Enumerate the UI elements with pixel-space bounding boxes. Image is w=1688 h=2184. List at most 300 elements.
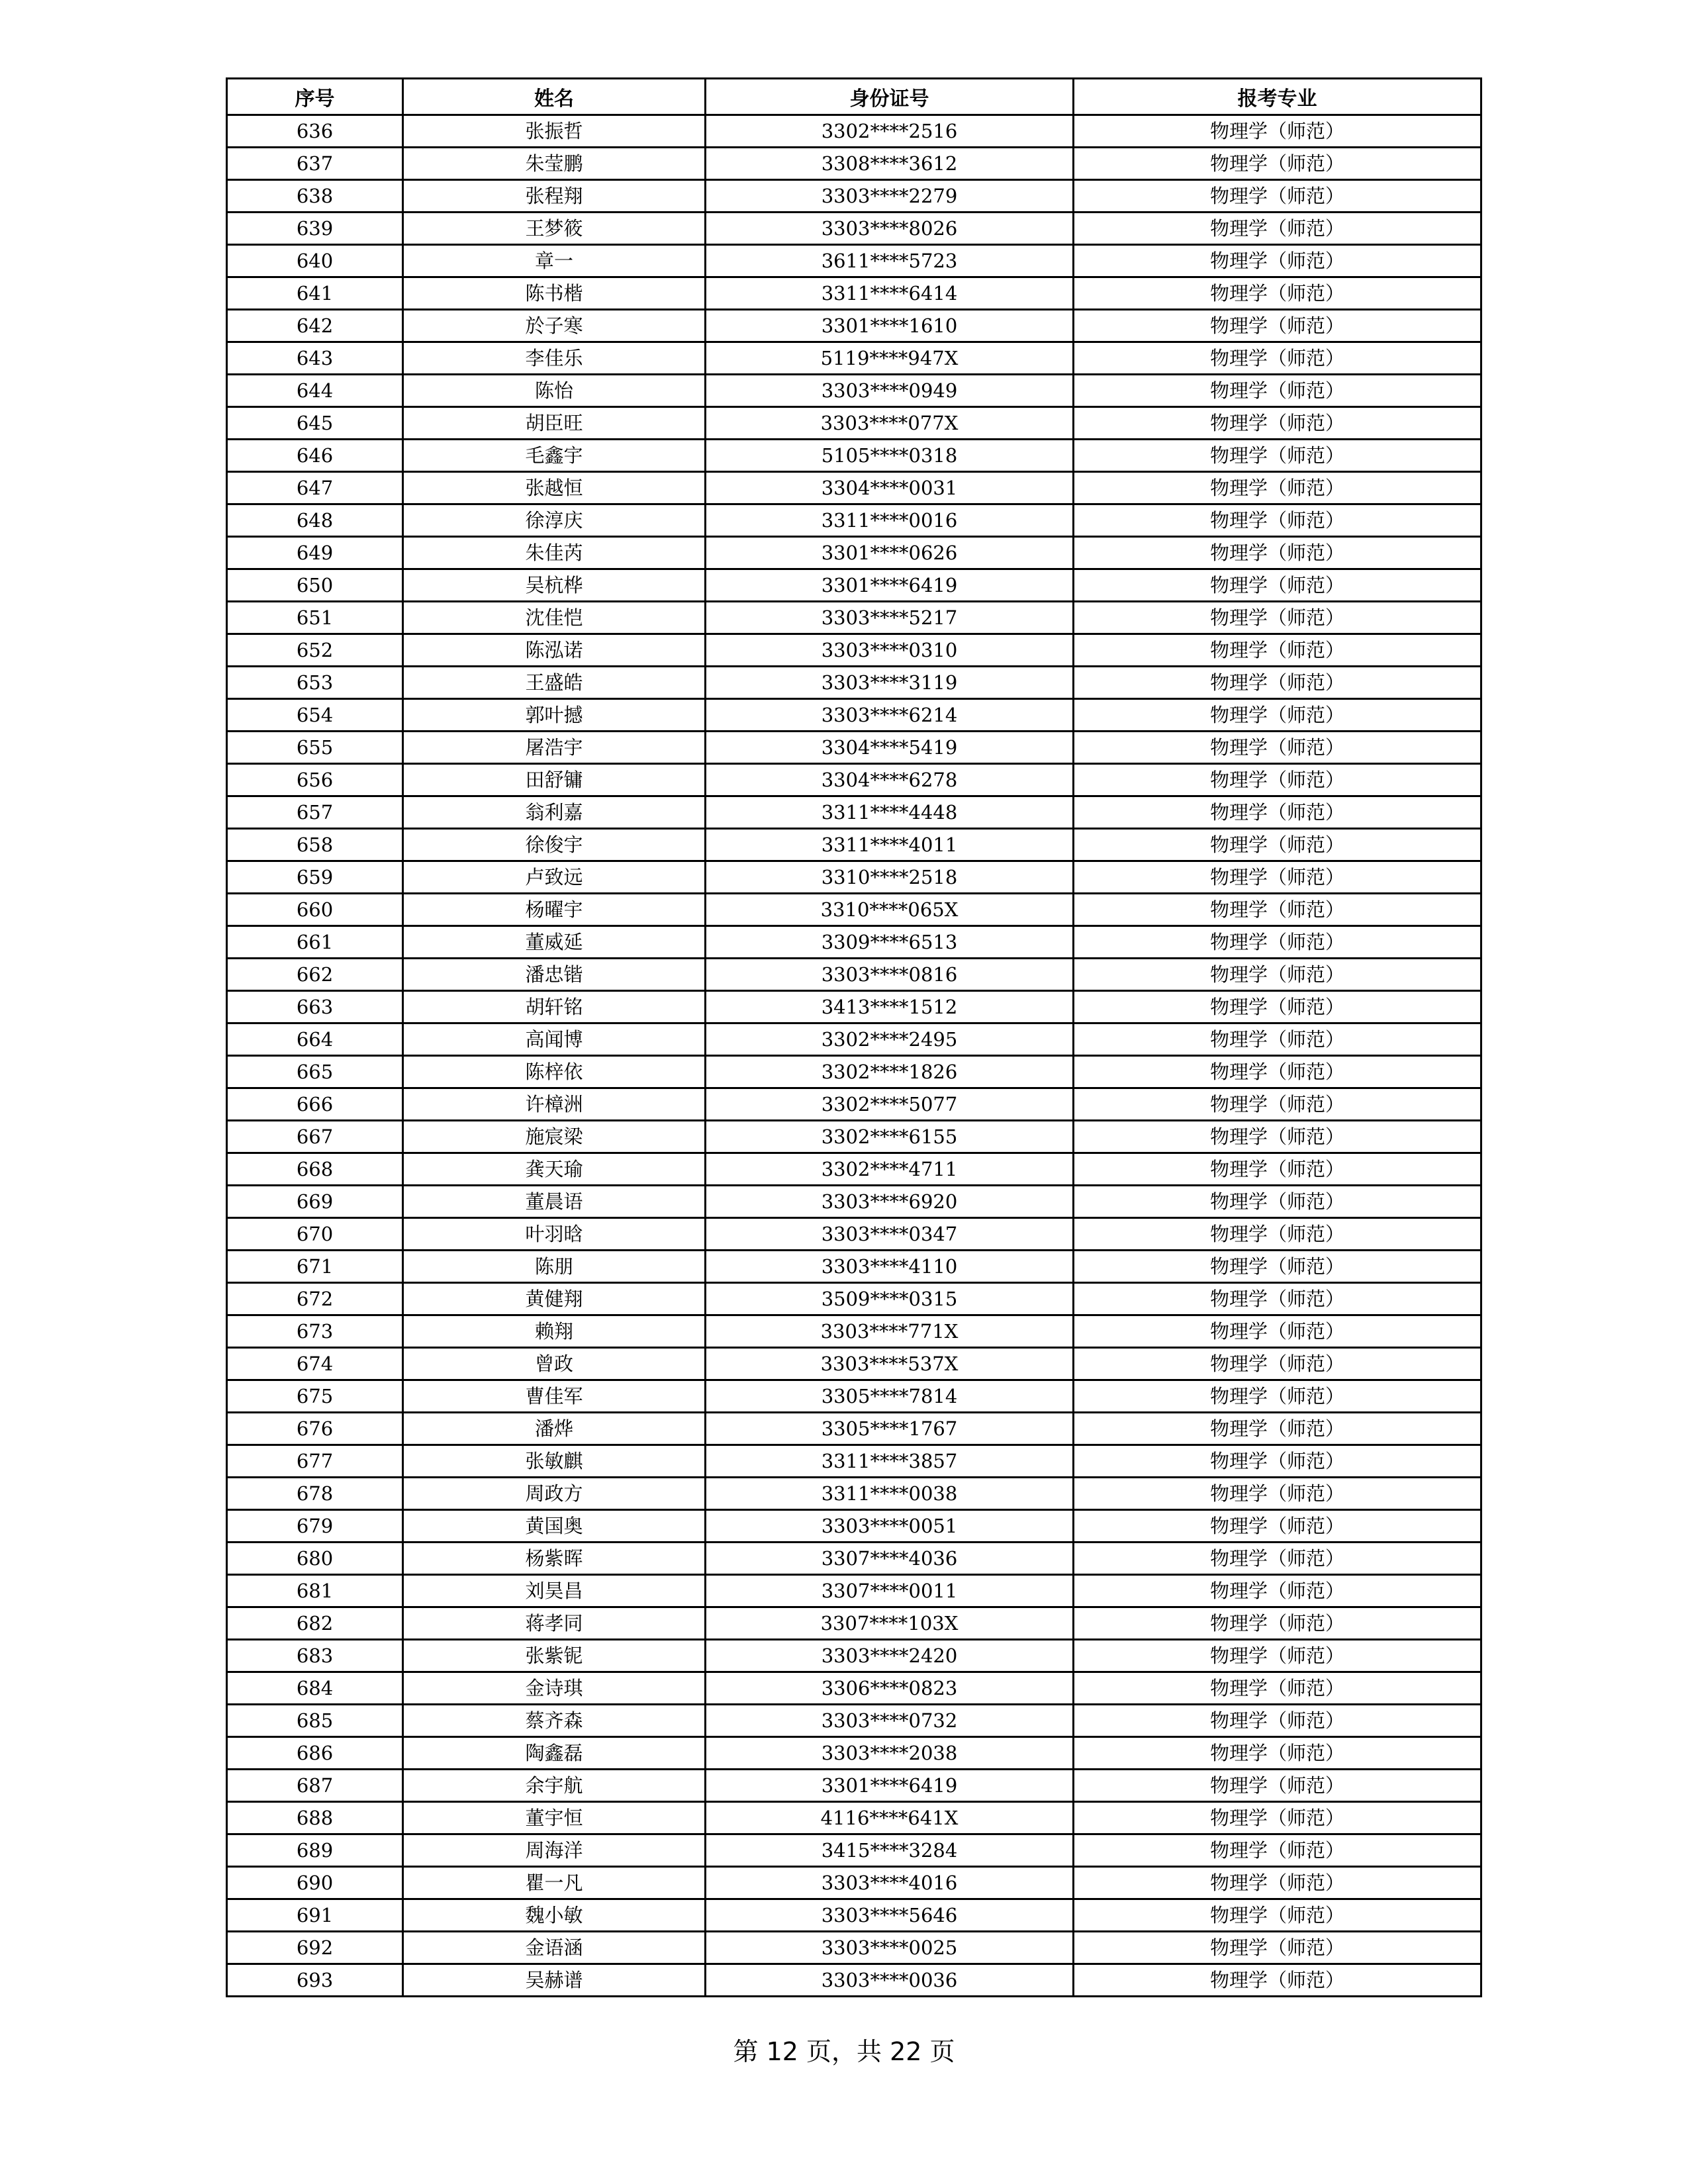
- cell-seq: 680: [227, 1543, 403, 1575]
- cell-id-number: 3303****0949: [706, 375, 1074, 407]
- cell-major: 物理学（师范）: [1074, 1705, 1481, 1737]
- cell-name: 胡臣旺: [403, 407, 706, 440]
- cell-id-number: 3303****2420: [706, 1640, 1074, 1672]
- cell-id-number: 3303****0732: [706, 1705, 1074, 1737]
- cell-seq: 654: [227, 699, 403, 732]
- header-row: [227, 79, 1481, 115]
- cell-name: 张程翔: [403, 180, 706, 213]
- cell-major: 物理学（师范）: [1074, 472, 1481, 504]
- table-row: [227, 342, 1481, 375]
- table-row: [227, 1478, 1481, 1510]
- cell-major: 物理学（师范）: [1074, 537, 1481, 569]
- cell-name: 卢致远: [403, 861, 706, 894]
- table-row: [227, 1834, 1481, 1867]
- cell-id-number: 3304****0031: [706, 472, 1074, 504]
- table-row: [227, 1088, 1481, 1121]
- table-row: [227, 1770, 1481, 1802]
- cell-major: 物理学（师范）: [1074, 375, 1481, 407]
- roster-table: [226, 77, 1482, 1997]
- cell-seq: 647: [227, 472, 403, 504]
- table-row: [227, 796, 1481, 829]
- cell-major: 物理学（师范）: [1074, 667, 1481, 699]
- page-number: 第 12 页，共 22 页: [733, 2037, 955, 2066]
- table-row: [227, 440, 1481, 472]
- cell-major: 物理学（师范）: [1074, 699, 1481, 732]
- cell-id-number: 3302****1826: [706, 1056, 1074, 1088]
- cell-id-number: 3301****0626: [706, 537, 1074, 569]
- table-row: [227, 537, 1481, 569]
- cell-name: 蒋孝同: [403, 1607, 706, 1640]
- header-major: 报考专业: [1074, 79, 1481, 115]
- table-row: [227, 1445, 1481, 1478]
- table-row: [227, 959, 1481, 991]
- cell-name: 张紫铌: [403, 1640, 706, 1672]
- cell-major: 物理学（师范）: [1074, 861, 1481, 894]
- cell-major: 物理学（师范）: [1074, 796, 1481, 829]
- cell-seq: 692: [227, 1932, 403, 1964]
- table-row: [227, 213, 1481, 245]
- table-body: [227, 115, 1481, 1997]
- cell-major: 物理学（师范）: [1074, 634, 1481, 667]
- table-row: [227, 894, 1481, 926]
- cell-major: 物理学（师范）: [1074, 440, 1481, 472]
- cell-major: 物理学（师范）: [1074, 1121, 1481, 1153]
- table-row: [227, 1315, 1481, 1348]
- cell-id-number: 3305****1767: [706, 1413, 1074, 1445]
- cell-name: 田舒镛: [403, 764, 706, 796]
- cell-major: 物理学（师范）: [1074, 1056, 1481, 1088]
- cell-major: 物理学（师范）: [1074, 342, 1481, 375]
- cell-seq: 648: [227, 504, 403, 537]
- cell-id-number: 3302****2495: [706, 1023, 1074, 1056]
- cell-id-number: 3611****5723: [706, 245, 1074, 277]
- table-row: [227, 1543, 1481, 1575]
- cell-seq: 645: [227, 407, 403, 440]
- cell-id-number: 3311****0016: [706, 504, 1074, 537]
- cell-id-number: 3301****1610: [706, 310, 1074, 342]
- cell-major: 物理学（师范）: [1074, 1575, 1481, 1607]
- table-row: [227, 1283, 1481, 1315]
- cell-major: 物理学（师范）: [1074, 1023, 1481, 1056]
- cell-major: 物理学（师范）: [1074, 1964, 1481, 1997]
- cell-name: 王梦筱: [403, 213, 706, 245]
- cell-major: 物理学（师范）: [1074, 1510, 1481, 1543]
- table-row: [227, 602, 1481, 634]
- cell-seq: 660: [227, 894, 403, 926]
- cell-id-number: 3306****0823: [706, 1672, 1074, 1705]
- cell-name: 黄健翔: [403, 1283, 706, 1315]
- table-row: [227, 861, 1481, 894]
- cell-major: 物理学（师范）: [1074, 991, 1481, 1023]
- cell-major: 物理学（师范）: [1074, 1186, 1481, 1218]
- cell-major: 物理学（师范）: [1074, 1932, 1481, 1964]
- table-row: [227, 1575, 1481, 1607]
- cell-seq: 693: [227, 1964, 403, 1997]
- cell-major: 物理学（师范）: [1074, 180, 1481, 213]
- table-row: [227, 1867, 1481, 1899]
- cell-id-number: 3305****7814: [706, 1380, 1074, 1413]
- cell-name: 翁利嘉: [403, 796, 706, 829]
- cell-major: 物理学（师范）: [1074, 1737, 1481, 1770]
- table-row: [227, 926, 1481, 959]
- cell-major: 物理学（师范）: [1074, 1380, 1481, 1413]
- cell-major: 物理学（师范）: [1074, 115, 1481, 148]
- table-row: [227, 245, 1481, 277]
- table-row: [227, 991, 1481, 1023]
- cell-name: 李佳乐: [403, 342, 706, 375]
- cell-seq: 651: [227, 602, 403, 634]
- cell-seq: 671: [227, 1251, 403, 1283]
- cell-id-number: 3303****2038: [706, 1737, 1074, 1770]
- cell-major: 物理学（师范）: [1074, 407, 1481, 440]
- cell-id-number: 3302****6155: [706, 1121, 1074, 1153]
- table-row: [227, 732, 1481, 764]
- cell-major: 物理学（师范）: [1074, 829, 1481, 861]
- cell-id-number: 3304****5419: [706, 732, 1074, 764]
- cell-id-number: 3308****3612: [706, 148, 1074, 180]
- cell-name: 陈朋: [403, 1251, 706, 1283]
- cell-major: 物理学（师范）: [1074, 1153, 1481, 1186]
- table-row: [227, 1348, 1481, 1380]
- cell-id-number: 3301****6419: [706, 1770, 1074, 1802]
- cell-seq: 682: [227, 1607, 403, 1640]
- cell-name: 杨紫晖: [403, 1543, 706, 1575]
- cell-name: 徐俊宇: [403, 829, 706, 861]
- cell-id-number: 3302****2516: [706, 115, 1074, 148]
- cell-id-number: 3304****6278: [706, 764, 1074, 796]
- cell-name: 曹佳军: [403, 1380, 706, 1413]
- cell-name: 郭叶撼: [403, 699, 706, 732]
- cell-name: 章一: [403, 245, 706, 277]
- cell-major: 物理学（师范）: [1074, 1283, 1481, 1315]
- cell-major: 物理学（师范）: [1074, 277, 1481, 310]
- cell-major: 物理学（师范）: [1074, 1770, 1481, 1802]
- cell-name: 余宇航: [403, 1770, 706, 1802]
- cell-seq: 665: [227, 1056, 403, 1088]
- cell-major: 物理学（师范）: [1074, 310, 1481, 342]
- table-row: [227, 180, 1481, 213]
- cell-name: 於子寒: [403, 310, 706, 342]
- cell-id-number: 3303****5646: [706, 1899, 1074, 1932]
- cell-seq: 642: [227, 310, 403, 342]
- table-row: [227, 1964, 1481, 1997]
- cell-id-number: 3307****103X: [706, 1607, 1074, 1640]
- cell-id-number: 3311****4011: [706, 829, 1074, 861]
- cell-name: 曾政: [403, 1348, 706, 1380]
- cell-seq: 658: [227, 829, 403, 861]
- cell-seq: 674: [227, 1348, 403, 1380]
- cell-seq: 646: [227, 440, 403, 472]
- header-name: 姓名: [403, 79, 706, 115]
- cell-major: 物理学（师范）: [1074, 1218, 1481, 1251]
- table-row: [227, 115, 1481, 148]
- cell-major: 物理学（师范）: [1074, 959, 1481, 991]
- cell-seq: 666: [227, 1088, 403, 1121]
- cell-name: 胡轩铭: [403, 991, 706, 1023]
- cell-name: 瞿一凡: [403, 1867, 706, 1899]
- cell-id-number: 3303****0310: [706, 634, 1074, 667]
- table-row: [227, 1380, 1481, 1413]
- table-row: [227, 1607, 1481, 1640]
- cell-major: 物理学（师范）: [1074, 1251, 1481, 1283]
- cell-id-number: 4116****641X: [706, 1802, 1074, 1834]
- cell-major: 物理学（师范）: [1074, 1315, 1481, 1348]
- cell-name: 龚天瑜: [403, 1153, 706, 1186]
- cell-major: 物理学（师范）: [1074, 926, 1481, 959]
- cell-seq: 653: [227, 667, 403, 699]
- cell-id-number: 3311****4448: [706, 796, 1074, 829]
- table-row: [227, 1413, 1481, 1445]
- table-row: [227, 667, 1481, 699]
- cell-seq: 689: [227, 1834, 403, 1867]
- cell-name: 陈书楷: [403, 277, 706, 310]
- cell-name: 周海洋: [403, 1834, 706, 1867]
- table-row: [227, 1251, 1481, 1283]
- cell-seq: 652: [227, 634, 403, 667]
- cell-seq: 678: [227, 1478, 403, 1510]
- cell-name: 潘烨: [403, 1413, 706, 1445]
- cell-id-number: 3310****065X: [706, 894, 1074, 926]
- cell-name: 魏小敏: [403, 1899, 706, 1932]
- cell-id-number: 3307****0011: [706, 1575, 1074, 1607]
- cell-name: 黄国奥: [403, 1510, 706, 1543]
- cell-id-number: 3303****0816: [706, 959, 1074, 991]
- cell-seq: 690: [227, 1867, 403, 1899]
- cell-major: 物理学（师范）: [1074, 569, 1481, 602]
- cell-id-number: 3311****3857: [706, 1445, 1074, 1478]
- cell-id-number: 3303****0036: [706, 1964, 1074, 1997]
- cell-seq: 649: [227, 537, 403, 569]
- cell-seq: 639: [227, 213, 403, 245]
- cell-seq: 655: [227, 732, 403, 764]
- cell-name: 王盛皓: [403, 667, 706, 699]
- table-row: [227, 310, 1481, 342]
- cell-id-number: 5119****947X: [706, 342, 1074, 375]
- cell-name: 金诗琪: [403, 1672, 706, 1705]
- cell-id-number: 3415****3284: [706, 1834, 1074, 1867]
- cell-id-number: 3311****0038: [706, 1478, 1074, 1510]
- cell-seq: 668: [227, 1153, 403, 1186]
- cell-name: 毛鑫宇: [403, 440, 706, 472]
- cell-major: 物理学（师范）: [1074, 1834, 1481, 1867]
- cell-id-number: 3303****0051: [706, 1510, 1074, 1543]
- cell-id-number: 3303****4110: [706, 1251, 1074, 1283]
- table-row: [227, 1640, 1481, 1672]
- cell-name: 刘昊昌: [403, 1575, 706, 1607]
- table-row: [227, 764, 1481, 796]
- cell-major: 物理学（师范）: [1074, 213, 1481, 245]
- cell-seq: 640: [227, 245, 403, 277]
- cell-seq: 673: [227, 1315, 403, 1348]
- cell-id-number: 3303****5217: [706, 602, 1074, 634]
- cell-id-number: 3310****2518: [706, 861, 1074, 894]
- cell-major: 物理学（师范）: [1074, 1899, 1481, 1932]
- cell-major: 物理学（师范）: [1074, 1445, 1481, 1478]
- cell-id-number: 3303****4016: [706, 1867, 1074, 1899]
- table-header: [227, 79, 1481, 115]
- cell-seq: 664: [227, 1023, 403, 1056]
- header-seq: 序号: [227, 79, 403, 115]
- cell-seq: 636: [227, 115, 403, 148]
- cell-id-number: 3303****0025: [706, 1932, 1074, 1964]
- cell-name: 徐淳庆: [403, 504, 706, 537]
- cell-seq: 661: [227, 926, 403, 959]
- cell-seq: 643: [227, 342, 403, 375]
- cell-id-number: 3302****5077: [706, 1088, 1074, 1121]
- table-row: [227, 148, 1481, 180]
- cell-seq: 685: [227, 1705, 403, 1737]
- table-row: [227, 1899, 1481, 1932]
- cell-name: 施宸梁: [403, 1121, 706, 1153]
- cell-major: 物理学（师范）: [1074, 148, 1481, 180]
- table-row: [227, 1737, 1481, 1770]
- table-row: [227, 407, 1481, 440]
- table-row: [227, 1672, 1481, 1705]
- cell-major: 物理学（师范）: [1074, 1088, 1481, 1121]
- cell-seq: 669: [227, 1186, 403, 1218]
- cell-seq: 663: [227, 991, 403, 1023]
- cell-id-number: 3413****1512: [706, 991, 1074, 1023]
- cell-seq: 686: [227, 1737, 403, 1770]
- cell-seq: 688: [227, 1802, 403, 1834]
- cell-seq: 638: [227, 180, 403, 213]
- cell-major: 物理学（师范）: [1074, 602, 1481, 634]
- cell-seq: 657: [227, 796, 403, 829]
- cell-name: 许樟洲: [403, 1088, 706, 1121]
- table-row: [227, 277, 1481, 310]
- cell-seq: 687: [227, 1770, 403, 1802]
- cell-major: 物理学（师范）: [1074, 245, 1481, 277]
- cell-name: 朱莹鹏: [403, 148, 706, 180]
- cell-name: 董威延: [403, 926, 706, 959]
- cell-name: 屠浩宇: [403, 732, 706, 764]
- cell-name: 叶羽晗: [403, 1218, 706, 1251]
- cell-name: 周政方: [403, 1478, 706, 1510]
- cell-seq: 684: [227, 1672, 403, 1705]
- cell-name: 董宇恒: [403, 1802, 706, 1834]
- table-row: [227, 829, 1481, 861]
- cell-major: 物理学（师范）: [1074, 1640, 1481, 1672]
- table-row: [227, 1023, 1481, 1056]
- cell-seq: 644: [227, 375, 403, 407]
- cell-major: 物理学（师范）: [1074, 1478, 1481, 1510]
- cell-id-number: 3303****3119: [706, 667, 1074, 699]
- cell-name: 陈怡: [403, 375, 706, 407]
- cell-major: 物理学（师范）: [1074, 504, 1481, 537]
- cell-seq: 637: [227, 148, 403, 180]
- cell-name: 董晨语: [403, 1186, 706, 1218]
- cell-name: 张越恒: [403, 472, 706, 504]
- cell-id-number: 3303****8026: [706, 213, 1074, 245]
- cell-id-number: 3303****2279: [706, 180, 1074, 213]
- cell-major: 物理学（师范）: [1074, 732, 1481, 764]
- table-row: [227, 1510, 1481, 1543]
- header-id-number: 身份证号: [706, 79, 1074, 115]
- cell-name: 潘忠锴: [403, 959, 706, 991]
- cell-name: 金语涵: [403, 1932, 706, 1964]
- roster-table-container: [226, 77, 1480, 1997]
- cell-seq: 675: [227, 1380, 403, 1413]
- cell-name: 沈佳恺: [403, 602, 706, 634]
- cell-id-number: 3509****0315: [706, 1283, 1074, 1315]
- cell-seq: 681: [227, 1575, 403, 1607]
- table-row: [227, 1121, 1481, 1153]
- cell-id-number: 3303****0347: [706, 1218, 1074, 1251]
- cell-seq: 641: [227, 277, 403, 310]
- cell-id-number: 3303****6214: [706, 699, 1074, 732]
- table-row: [227, 569, 1481, 602]
- table-row: [227, 1153, 1481, 1186]
- table-row: [227, 1802, 1481, 1834]
- cell-seq: 656: [227, 764, 403, 796]
- cell-major: 物理学（师范）: [1074, 1802, 1481, 1834]
- cell-name: 吴杭桦: [403, 569, 706, 602]
- cell-seq: 677: [227, 1445, 403, 1478]
- cell-major: 物理学（师范）: [1074, 1348, 1481, 1380]
- table-row: [227, 375, 1481, 407]
- cell-major: 物理学（师范）: [1074, 1607, 1481, 1640]
- cell-major: 物理学（师范）: [1074, 1672, 1481, 1705]
- cell-seq: 662: [227, 959, 403, 991]
- cell-name: 朱佳芮: [403, 537, 706, 569]
- cell-seq: 659: [227, 861, 403, 894]
- cell-name: 杨曜宇: [403, 894, 706, 926]
- cell-seq: 667: [227, 1121, 403, 1153]
- cell-seq: 691: [227, 1899, 403, 1932]
- table-row: [227, 634, 1481, 667]
- table-row: [227, 472, 1481, 504]
- cell-name: 陈梓依: [403, 1056, 706, 1088]
- table-row: [227, 504, 1481, 537]
- table-row: [227, 1218, 1481, 1251]
- cell-name: 陈泓诺: [403, 634, 706, 667]
- cell-id-number: 3303****771X: [706, 1315, 1074, 1348]
- cell-id-number: 3309****6513: [706, 926, 1074, 959]
- cell-name: 蔡齐森: [403, 1705, 706, 1737]
- table-row: [227, 699, 1481, 732]
- cell-major: 物理学（师范）: [1074, 1867, 1481, 1899]
- cell-seq: 679: [227, 1510, 403, 1543]
- cell-name: 陶鑫磊: [403, 1737, 706, 1770]
- cell-id-number: 5105****0318: [706, 440, 1074, 472]
- cell-major: 物理学（师范）: [1074, 1543, 1481, 1575]
- cell-name: 高闻博: [403, 1023, 706, 1056]
- cell-seq: 676: [227, 1413, 403, 1445]
- cell-major: 物理学（师范）: [1074, 764, 1481, 796]
- table-row: [227, 1932, 1481, 1964]
- cell-seq: 650: [227, 569, 403, 602]
- cell-seq: 670: [227, 1218, 403, 1251]
- cell-name: 张敏麒: [403, 1445, 706, 1478]
- table-row: [227, 1056, 1481, 1088]
- cell-id-number: 3303****537X: [706, 1348, 1074, 1380]
- table-row: [227, 1705, 1481, 1737]
- cell-major: 物理学（师范）: [1074, 894, 1481, 926]
- cell-name: 吴赫谱: [403, 1964, 706, 1997]
- cell-id-number: 3303****077X: [706, 407, 1074, 440]
- cell-seq: 683: [227, 1640, 403, 1672]
- cell-id-number: 3303****6920: [706, 1186, 1074, 1218]
- cell-id-number: 3301****6419: [706, 569, 1074, 602]
- table-row: [227, 1186, 1481, 1218]
- cell-name: 赖翔: [403, 1315, 706, 1348]
- cell-id-number: 3311****6414: [706, 277, 1074, 310]
- cell-id-number: 3302****4711: [706, 1153, 1074, 1186]
- cell-id-number: 3307****4036: [706, 1543, 1074, 1575]
- cell-major: 物理学（师范）: [1074, 1413, 1481, 1445]
- cell-name: 张振哲: [403, 115, 706, 148]
- cell-seq: 672: [227, 1283, 403, 1315]
